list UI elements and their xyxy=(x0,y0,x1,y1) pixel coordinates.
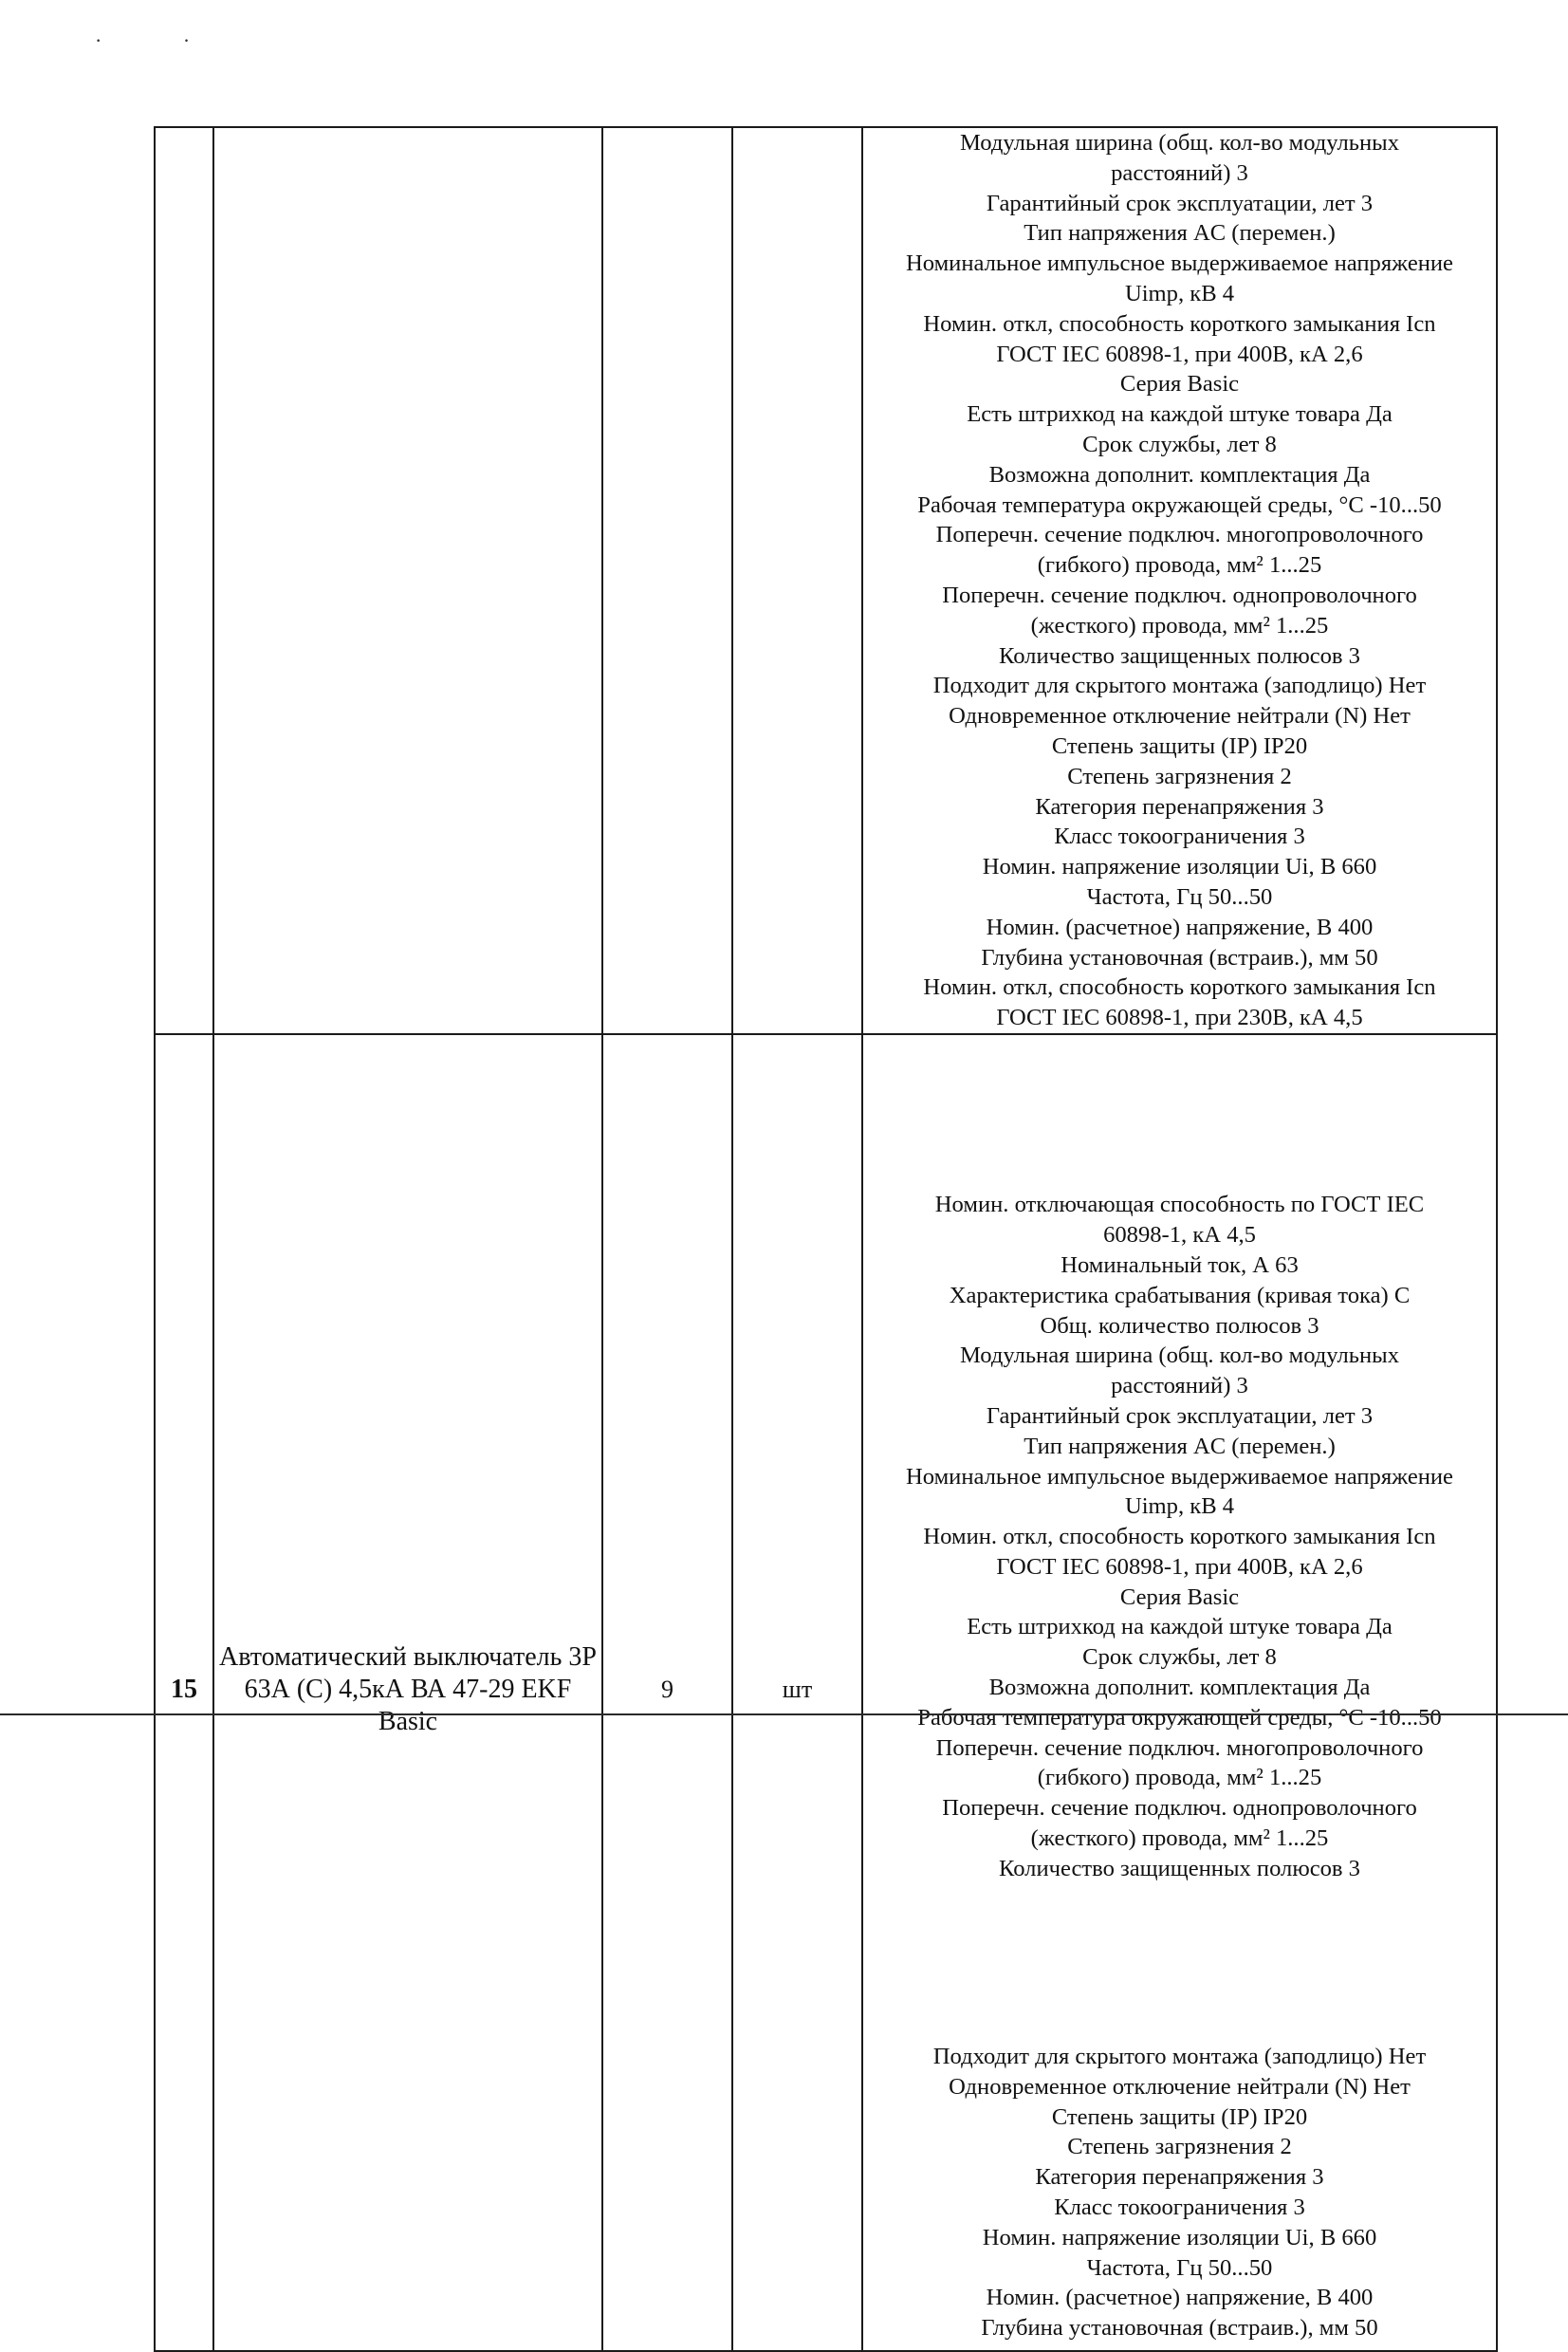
spec-line: Поперечн. сечение подключ. однопроволочного xyxy=(942,1795,1417,1822)
spec-line: Номинальное импульсное выдерживаемое напряжение xyxy=(906,250,1453,277)
spec-line: Подходит для скрытого монтажа (заподлицо) Нет xyxy=(932,673,1427,699)
spec-line: Есть штрихкод на каждой штуке товара Да xyxy=(967,1614,1393,1640)
spec-line: (жесткого) провода, мм² 1...25 xyxy=(1030,612,1329,639)
spec-line: Есть штрихкод на каждой штуке товара Да xyxy=(967,401,1393,428)
item-name-cell xyxy=(213,2032,602,2351)
spec-line: Номин. отключающая способность по ГОСТ IEC xyxy=(934,1192,1425,1218)
spec-line: (жесткого) провода, мм² 1...25 xyxy=(1030,1825,1329,1852)
spec-line: Частота, Гц 50...50 xyxy=(1086,2254,1273,2281)
spec-line: Срок службы, лет 8 xyxy=(1082,432,1277,458)
spec-line: Одновременное отключение нейтрали (N) Нет xyxy=(949,703,1411,730)
item-spec-cell xyxy=(862,127,1497,1034)
spec-line: Серия Basic xyxy=(1119,1583,1240,1610)
item-spec-cell xyxy=(862,1034,1497,2032)
spec-line: Номин. (расчетное) напряжение, В 400 xyxy=(986,2285,1374,2311)
spec-table xyxy=(154,126,1498,2352)
spec-line: Гарантийный срок эксплуатации, лет 3 xyxy=(986,1402,1374,1429)
spec-line: Тип напряжения AC (перемен.) xyxy=(1024,220,1336,247)
spec-line: (гибкого) провода, мм² 1...25 xyxy=(1037,1765,1322,1791)
spec-line: Степень защиты (IP) IP20 xyxy=(1051,2103,1308,2130)
spec-line: Модульная ширина (общ. кол-во модульных xyxy=(960,1343,1399,1369)
spec-line: Гарантийный срок эксплуатации, лет 3 xyxy=(986,190,1374,216)
spec-line: Uimp, кВ 4 xyxy=(1124,281,1235,307)
table-row xyxy=(155,127,1497,1034)
scan-marks: · · xyxy=(95,28,229,52)
spec-line: Номин. напряжение изоляции Ui, В 660 xyxy=(982,854,1377,880)
spec-line: Возможна дополнит. комплектация Да xyxy=(988,461,1371,488)
spec-line: Номинальное импульсное выдерживаемое напряжение xyxy=(906,1463,1453,1490)
spec-line: Номин. откл, способность короткого замыкания Icn xyxy=(923,1524,1436,1550)
spec-line: расстояний) 3 xyxy=(1111,159,1248,186)
spec-line: Одновременное отключение нейтрали (N) Нет xyxy=(949,2073,1411,2100)
spec-line: Номинальный ток, А 63 xyxy=(1061,1251,1299,1278)
spec-line: Степень защиты (IP) IP20 xyxy=(1051,732,1308,759)
spec-line: Тип напряжения AC (перемен.) xyxy=(1024,1433,1336,1459)
table-row xyxy=(155,1034,1497,2032)
spec-line: Количество защищенных полюсов 3 xyxy=(999,642,1360,669)
spec-line: Срок службы, лет 8 xyxy=(1082,1644,1277,1671)
spec-line: Степень загрязнения 2 xyxy=(1067,763,1292,789)
item-quantity-cell: 9 xyxy=(602,1034,732,2032)
spec-line: Категория перенапряжения 3 xyxy=(1035,2164,1324,2191)
spec-line: 60898-1, кА 4,5 xyxy=(1103,1222,1256,1249)
item-unit-cell xyxy=(732,2032,862,2351)
spec-line: Степень загрязнения 2 xyxy=(1067,2134,1292,2160)
spec-line: Номин. (расчетное) напряжение, В 400 xyxy=(986,914,1374,940)
item-name-cell xyxy=(213,127,602,1034)
spec-line: ГОСТ IEC 60898-1, при 400В, кА 2,6 xyxy=(996,341,1363,367)
item-unit-cell: шт xyxy=(732,1034,862,2032)
page-break-line xyxy=(0,1713,1568,1715)
spec-line: расстояний) 3 xyxy=(1111,1373,1248,1399)
item-spec-cell xyxy=(862,2032,1497,2351)
spec-line: Класс токоограничения 3 xyxy=(1054,2195,1305,2220)
spec-line: Модульная ширина (общ. кол-во модульных xyxy=(960,130,1399,157)
spec-line: Общ. количество полюсов 3 xyxy=(1040,1312,1319,1339)
spec-line: Номин. откл, способность короткого замыкания Icn xyxy=(923,974,1436,1001)
spec-line: Серия Basic xyxy=(1119,371,1240,398)
spec-line: Возможна дополнит. комплектация Да xyxy=(988,1675,1371,1701)
spec-line: Категория перенапряжения 3 xyxy=(1035,793,1324,820)
item-unit-cell xyxy=(732,127,862,1034)
item-number-cell: 15 xyxy=(155,1034,213,2032)
spec-line: Поперечн. сечение подключ. многопроволочного xyxy=(935,1734,1424,1761)
spec-line: Характеристика срабатывания (кривая тока) С xyxy=(949,1282,1411,1308)
item-number-cell xyxy=(155,127,213,1034)
item-quantity-cell xyxy=(602,127,732,1034)
spec-line: Поперечн. сечение подключ. многопроволочного xyxy=(935,522,1424,548)
spec-line: Глубина установочная (встраив.), мм 50 xyxy=(981,944,1378,971)
spec-line: Глубина установочная (встраив.), мм 50 xyxy=(981,2315,1378,2342)
spec-line: ГОСТ IEC 60898-1, при 400В, кА 2,6 xyxy=(996,1553,1363,1580)
spec-line: Рабочая температура окружающей среды, °С -10...50 xyxy=(917,1704,1442,1731)
spec-line: Номин. откл, способность короткого замыкания Icn xyxy=(923,310,1436,337)
item-number-cell xyxy=(155,2032,213,2351)
spec-line: Номин. напряжение изоляции Ui, В 660 xyxy=(982,2224,1377,2250)
spec-line: Подходит для скрытого монтажа (заподлицо) Нет xyxy=(932,2044,1427,2070)
spec-line: Поперечн. сечение подключ. однопроволочного xyxy=(942,583,1417,608)
spec-line: (гибкого) провода, мм² 1...25 xyxy=(1037,552,1322,579)
item-quantity-cell xyxy=(602,2032,732,2351)
spec-line: Частота, Гц 50...50 xyxy=(1086,883,1273,910)
spec-line: Количество защищенных полюсов 3 xyxy=(999,1855,1360,1881)
spec-line: Рабочая температура окружающей среды, °С -10...50 xyxy=(917,491,1442,518)
spec-line: ГОСТ IEC 60898-1, при 230В, кА 4,5 xyxy=(996,1005,1363,1031)
spec-line: Класс токоограничения 3 xyxy=(1054,824,1305,850)
spec-line: Uimp, кВ 4 xyxy=(1124,1493,1235,1520)
table-row xyxy=(155,2032,1497,2351)
item-name-cell: Автоматический выключатель 3Р 63А (С) 4,5кА ВА 47-29 EKF Basic xyxy=(213,1034,602,2032)
